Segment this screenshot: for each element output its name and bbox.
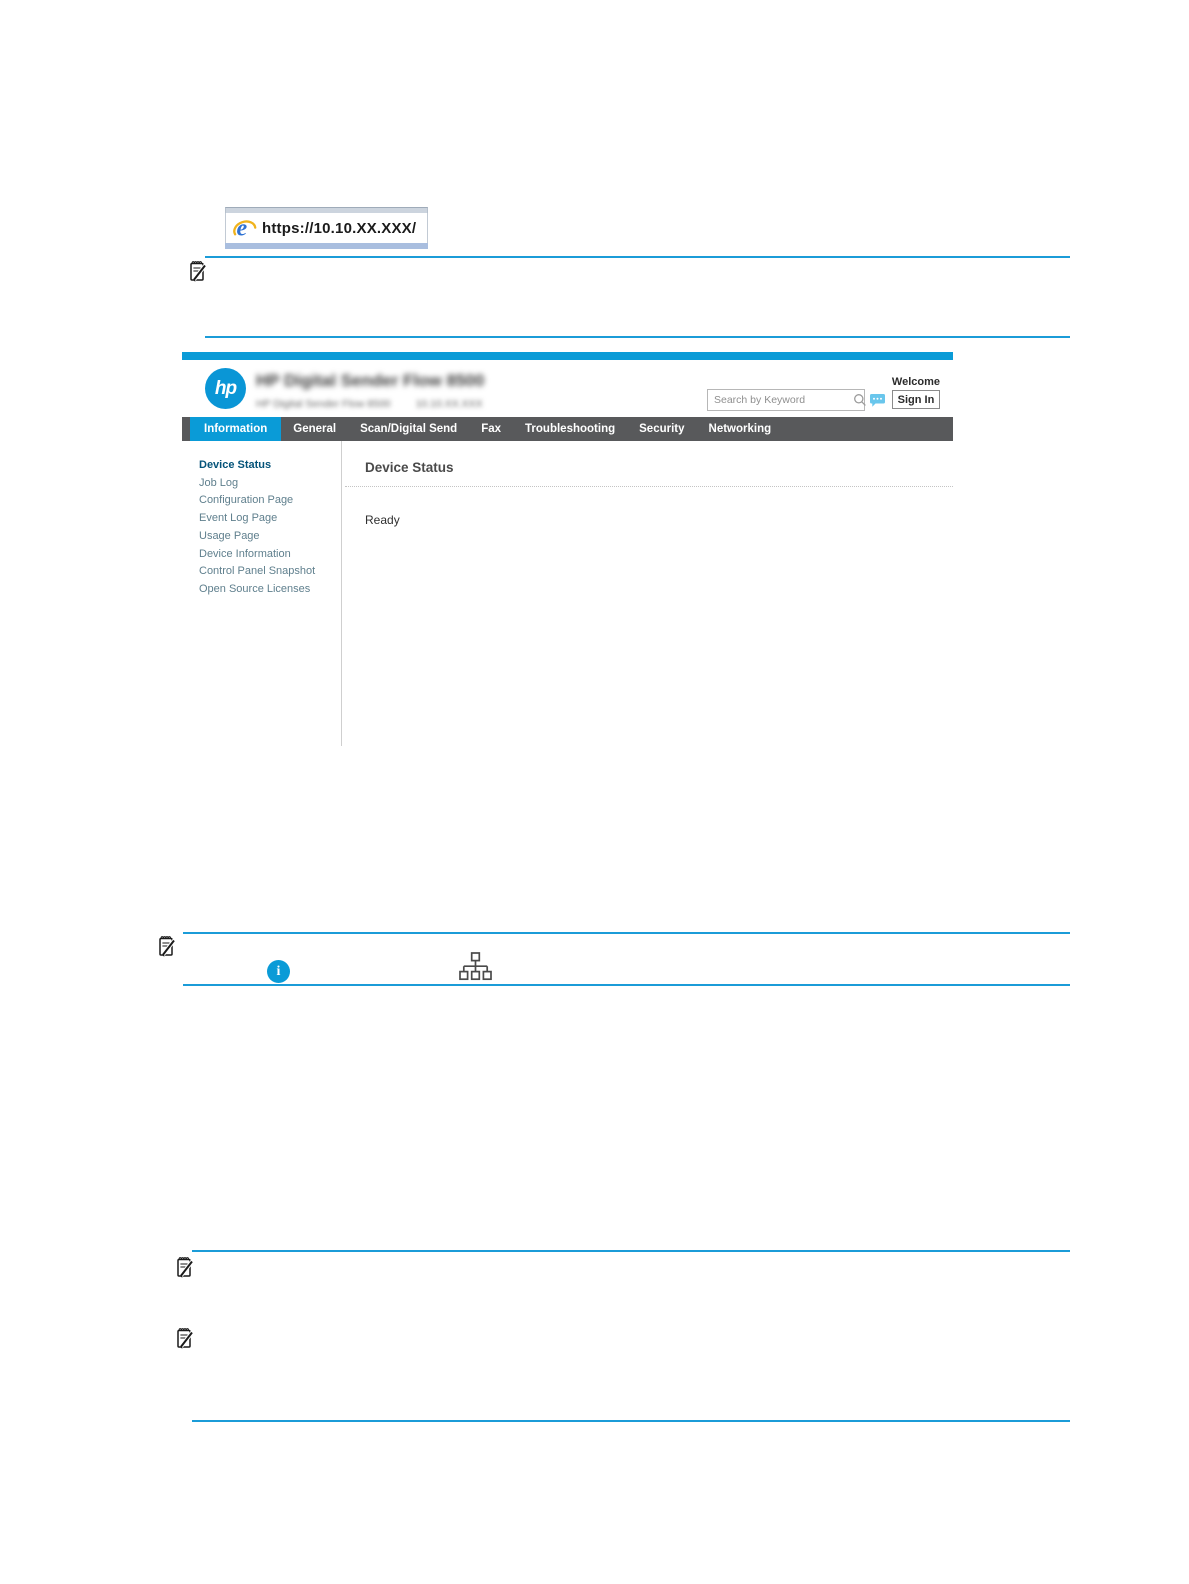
welcome-label: Welcome (891, 376, 940, 388)
search-input[interactable] (708, 390, 853, 410)
ews-product-subtitle-blurred (256, 398, 483, 410)
device-status-text: Ready (365, 513, 400, 527)
sidebar-item-job-log[interactable]: Job Log (199, 476, 239, 489)
sidebar-item-event-log-page[interactable]: Event Log Page (199, 512, 278, 525)
sign-in-button[interactable]: Sign In (892, 390, 940, 409)
subtitle-segment-1: HP Digital Sender Flow 8500 (256, 398, 391, 410)
note-rule-bottom-2 (183, 984, 1070, 986)
svg-text:e: e (236, 215, 248, 241)
note-icon (176, 1325, 195, 1349)
note-icon (176, 1254, 195, 1278)
tab-general[interactable]: General (293, 423, 337, 435)
ews-tab-bar (182, 417, 953, 441)
search-icon[interactable] (853, 393, 867, 407)
tab-security[interactable]: Security (639, 423, 685, 435)
tab-troubleshooting[interactable]: Troubleshooting (525, 423, 616, 435)
search-box[interactable] (707, 389, 865, 411)
browser-address-bar[interactable] (225, 207, 428, 249)
sidebar-item-usage-page[interactable]: Usage Page (199, 529, 260, 542)
url-text[interactable]: https://10.10.XX.XXX/ (262, 219, 417, 237)
ews-product-title-blurred: HP Digital Sender Flow 8500 (256, 371, 485, 390)
dotted-separator (345, 486, 953, 487)
internet-explorer-icon (232, 216, 257, 241)
info-icon: i (267, 960, 290, 983)
page-title: Device Status (365, 460, 454, 475)
note-rule-bottom-1 (205, 336, 1070, 338)
address-bar-bottom-edge (225, 243, 428, 249)
note-rule-bottom-3 (192, 1420, 1070, 1422)
ews-main-content (342, 441, 953, 746)
ews-body (182, 441, 953, 746)
sidebar-item-device-status[interactable]: Device Status (199, 459, 272, 471)
chat-bubble-icon[interactable] (869, 393, 886, 408)
hp-logo: hp (205, 368, 246, 409)
ews-sidebar (182, 441, 342, 746)
ews-header (182, 360, 953, 417)
network-icon (459, 952, 492, 988)
tab-information[interactable]: Information (190, 417, 281, 441)
tab-scan-digital-send[interactable]: Scan/Digital Send (360, 423, 458, 435)
tab-fax[interactable]: Fax (481, 423, 502, 435)
note-rule-top-3 (192, 1250, 1070, 1252)
ews-screenshot (182, 352, 953, 746)
note-rule-top-2 (183, 932, 1070, 934)
sidebar-item-open-source-licenses[interactable]: Open Source Licenses (199, 582, 311, 595)
ews-top-accent-bar (182, 352, 953, 360)
sidebar-item-configuration-page[interactable]: Configuration Page (199, 494, 294, 507)
sidebar-item-device-information[interactable]: Device Information (199, 547, 291, 560)
tab-networking[interactable]: Networking (708, 423, 772, 435)
subtitle-segment-2: 10.10.XX.XXX (415, 398, 483, 410)
note-icon (158, 933, 177, 957)
note-rule-top-1 (205, 256, 1070, 258)
sidebar-item-control-panel-snapshot[interactable]: Control Panel Snapshot (199, 565, 316, 578)
note-icon (189, 258, 208, 282)
